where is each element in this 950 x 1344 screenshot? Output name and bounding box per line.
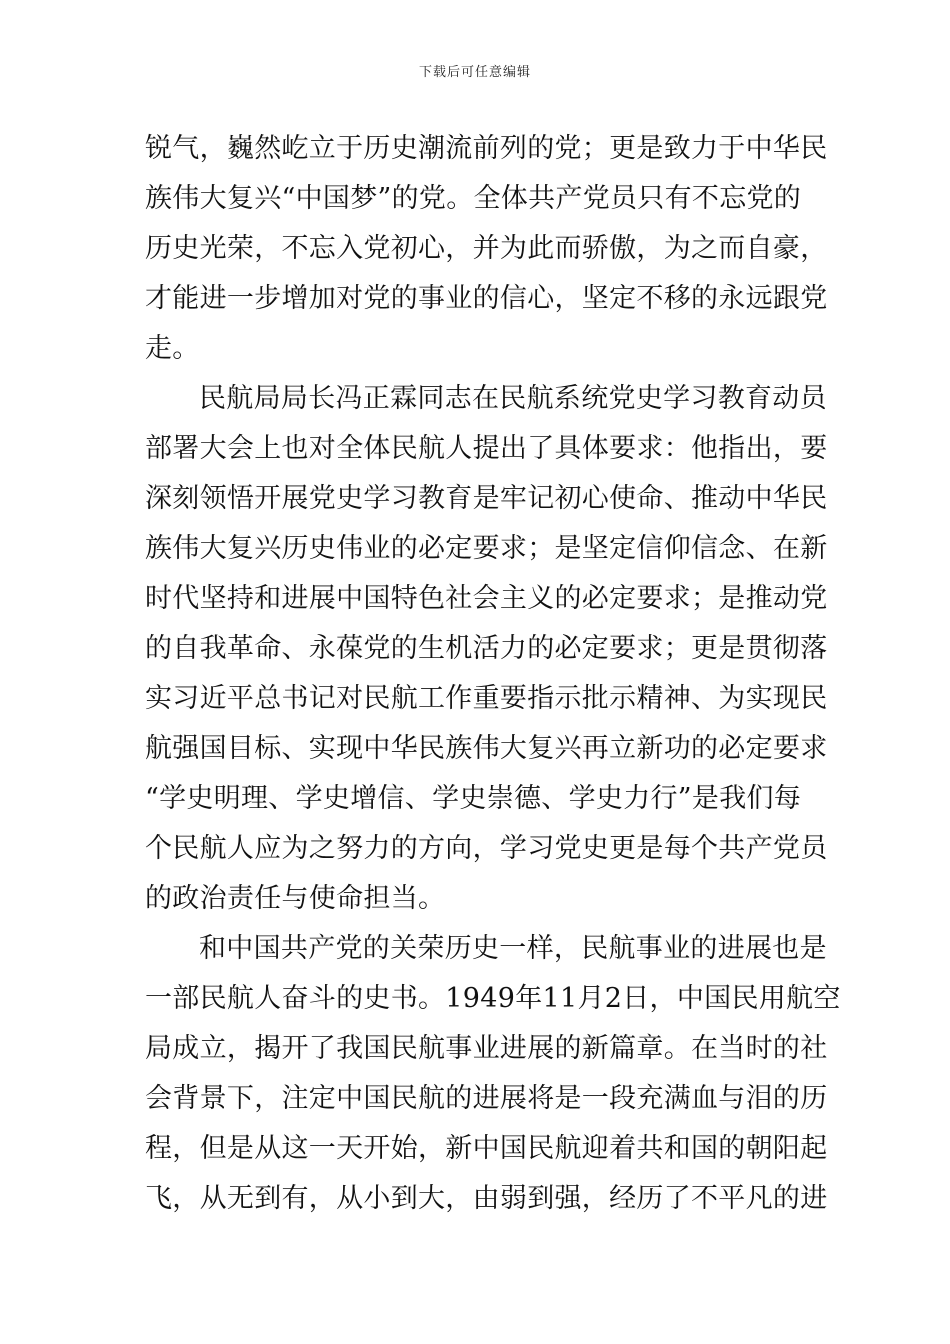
paragraph-first-line: 和中国共产党的关荣历史一样，民航事业的进展也是	[199, 933, 827, 964]
paragraph-first-line: 民航局局长冯正霖同志在民航系统党史学习教育动员	[199, 383, 827, 414]
page-header: 下载后可任意编辑	[418, 65, 531, 80]
document-body	[145, 124, 841, 1224]
text-line: 族伟大复兴“中国梦”的党。全体共产党员只有不忘党的	[145, 183, 802, 214]
text-line: 航强国目标、实现中华民族伟大复兴再立新功的必定要求	[145, 733, 828, 764]
text-line: 的自我革命、永葆党的生机活力的必定要求；更是贯彻落	[145, 633, 828, 664]
text-line: 飞，从无到有，从小到大，由弱到强，经历了不平凡的进	[145, 1183, 828, 1214]
text-line: 实习近平总书记对民航工作重要指示批示精神、为实现民	[145, 683, 828, 714]
text-line: 族伟大复兴历史伟业的必定要求；是坚定信仰信念、在新	[145, 533, 828, 564]
text-line: 的政治责任与使命担当。	[145, 883, 446, 914]
text-line: 程，但是从这一天开始，新中国民航迎着共和国的朝阳起	[145, 1133, 828, 1164]
text-line: 一部民航人奋斗的史书。1949年11月2日，中国民用航空	[145, 983, 841, 1014]
text-line: 时代坚持和进展中国特色社会主义的必定要求；是推动党	[145, 583, 828, 614]
text-line: 部署大会上也对全体民航人提出了具体要求：他指出，要	[145, 433, 828, 464]
text-line: 深刻领悟开展党史学习教育是牢记初心使命、推动中华民	[145, 483, 828, 514]
text-line: 锐气，巍然屹立于历史潮流前列的党；更是致力于中华民	[145, 133, 828, 164]
text-line: “学史明理、学史增信、学史崇德、学史力行”是我们每	[145, 783, 802, 814]
text-line: 才能进一步增加对党的事业的信心，坚定不移的永远跟党	[145, 283, 828, 314]
text-line: 会背景下，注定中国民航的进展将是一段充满血与泪的历	[145, 1083, 828, 1114]
text-line: 局成立，揭开了我国民航事业进展的新篇章。在当时的社	[145, 1033, 828, 1064]
text-line: 个民航人应为之努力的方向，学习党史更是每个共产党员	[145, 833, 828, 864]
text-line: 走。	[145, 333, 200, 364]
text-line: 历史光荣，不忘入党初心，并为此而骄傲，为之而自豪，	[145, 233, 828, 264]
